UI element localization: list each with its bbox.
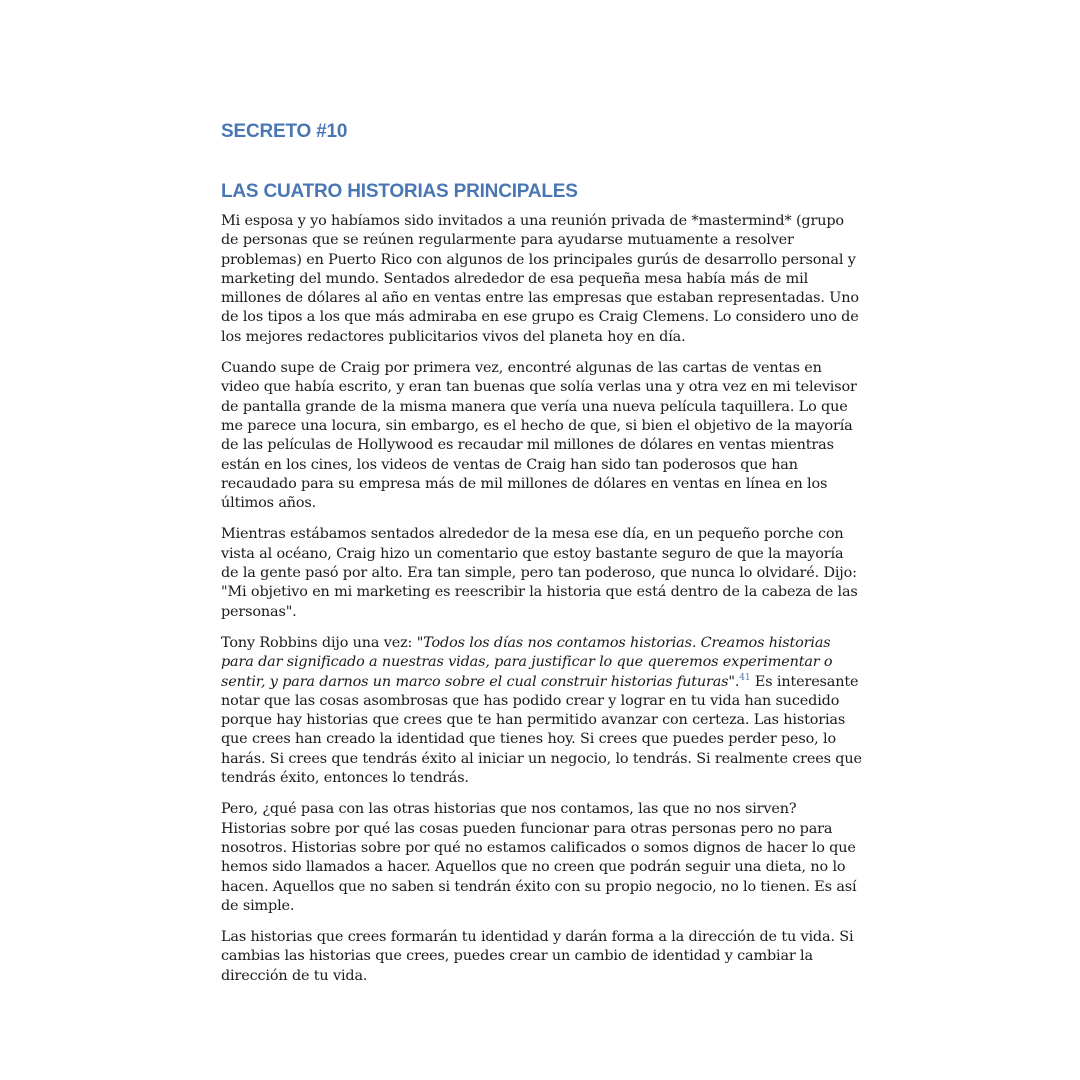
secret-label: SECRETO #10 [221, 121, 348, 142]
paragraph-5: Pero, ¿qué pasa con las otras historias que nos contamos, las que no nos sirven? Historias sobre por qué las cosas pueden funcionar para otras personas pero no para nosotros. Historias sobre por qué no estamos calificados o somos dignos de hacer lo que hemos sido llamados a hacer. Aquellos que no creen que podrán seguir una dieta, no lo hacen. Aquellos que no saben si tendrán éxito con su propio negocio, no lo tienen. Es así de simple. [221, 801, 857, 914]
chapter-title: LAS CUATRO HISTORIAS PRINCIPALES [221, 181, 578, 202]
paragraph-4 [221, 634, 863, 788]
paragraph-6: Las historias que crees formarán tu identidad y darán forma a la dirección de tu vida. Si cambias las historias que crees, puedes crear un cambio de identidad y cambiar la dirección de tu vida. [221, 929, 854, 984]
paragraph-4-rest: Es interesante notar que las cosas asombrosas que has podido crear y lograr en tu vida han sucedido porque hay historias que crees que te han permitido avanzar con certeza. Las historias que crees han creado la identidad que tienes hoy. Si crees que puedes perder peso, lo harás. Si crees que tendrás éxito al iniciar un negocio, lo tendrás. Si realmente crees que tendrás éxito, entonces lo tendrás. [221, 673, 862, 787]
paragraph-1: Mi esposa y yo habíamos sido invitados a una reunión privada de *mastermind* (grupo de personas que se reúnen regularmente para ayudarse mutuamente a resolver problemas) en Puerto Rico con algunos de los principales gurús de desarrollo personal y marketing del mundo. Sentados alrededor de esa pequeña mesa había más de mil millones de dólares al año en ventas entre las empresas que estaban representadas. Uno de los tipos a los que más admiraba en ese grupo es Craig Clemens. Lo considero uno de los mejores redactores publicitarios vivos del planeta hoy en día. [221, 213, 859, 345]
paragraph-2: Cuando supe de Craig por primera vez, encontré algunas de las cartas de ventas en video que había escrito, y eran tan buenas que solía verlas una y otra vez en mi televisor de pantalla grande de la misma manera que vería una nueva película taquillera. Lo que me parece una locura, sin embargo, es el hecho de que, si bien el objetivo de la mayoría de las películas de Hollywood es recaudar mil millones de dólares en ventas mientras están en los cines, los videos de ventas de Craig han sido tan poderosos que han recaudado para su empresa más de mil millones de dólares en ventas en línea en los últimos años. [221, 360, 857, 512]
tony-robbins-quote: "Todos los días nos contamos historias. Creamos historias para dar significado a nuestras vidas, para justificar lo que queremos experimentar o sentir, y para darnos un marco sobre el cual construir historias futuras" [221, 634, 833, 690]
footnote-reference[interactable]: 41 [739, 672, 751, 683]
page-content [221, 118, 863, 998]
paragraph-4-intro: Tony Robbins dijo una vez: [221, 634, 417, 651]
paragraph-3: Mientras estábamos sentados alrededor de la mesa ese día, en un pequeño porche con vista al océano, Craig hizo un comentario que estoy bastante seguro de que la mayoría de la gente pasó por alto. Era tan simple, pero tan poderoso, que nunca lo olvidaré. Dijo: "Mi objetivo en mi marketing es reescribir la historia que está dentro de la cabeza de las personas". [221, 526, 858, 620]
quote-period: . [734, 673, 740, 690]
